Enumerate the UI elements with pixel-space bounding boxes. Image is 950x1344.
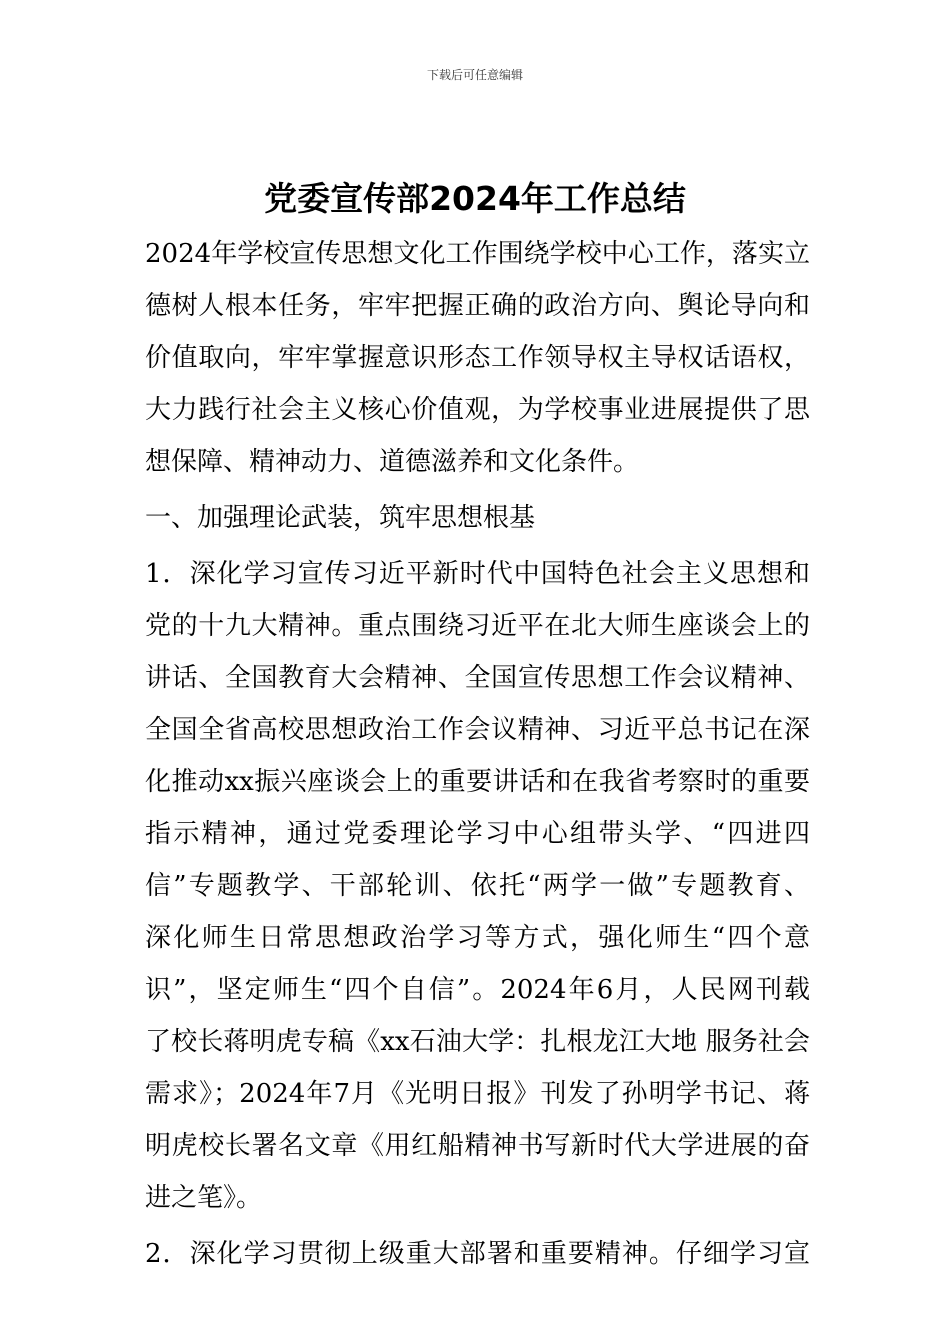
text-line: 了校长蒋明虎专稿《xx石油大学：扎根龙江大地 服务社会 bbox=[145, 1027, 810, 1057]
text-line: 化推动xx振兴座谈会上的重要讲话和在我省考察时的重要 bbox=[145, 767, 810, 797]
text-line: 价值取向，牢牢掌握意识形态工作领导权主导权话语权， bbox=[145, 343, 810, 373]
text-line: 识”，坚定师生“四个自信”。2024年6月，人民网刊载 bbox=[145, 975, 810, 1005]
document-title: 党委宣传部2024年工作总结 bbox=[264, 179, 686, 218]
text-line: 1．深化学习宣传习近平新时代中国特色社会主义思想和 bbox=[145, 559, 810, 589]
paragraph-item-2 bbox=[145, 1228, 810, 1280]
text-line: 党的十九大精神。重点围绕习近平在北大师生座谈会上的 bbox=[145, 611, 810, 641]
section-heading-1 bbox=[145, 492, 810, 544]
text-line: 大力践行社会主义核心价值观，为学校事业进展提供了思 bbox=[145, 395, 810, 425]
text-line: 需求》；2024年7月《光明日报》刊发了孙明学书记、蒋 bbox=[145, 1079, 810, 1109]
text-line: 2024年学校宣传思想文化工作围绕学校中心工作，落实立 bbox=[145, 239, 810, 269]
paragraph-intro bbox=[145, 228, 810, 488]
text-line: 深化师生日常思想政治学习等方式，强化师生“四个意 bbox=[145, 923, 810, 953]
text-line: 想保障、精神动力、道德滋养和文化条件。 bbox=[145, 447, 640, 477]
text-line: 讲话、全国教育大会精神、全国宣传思想工作会议精神、 bbox=[145, 663, 810, 693]
text-line: 德树人根本任务，牢牢把握正确的政治方向、舆论导向和 bbox=[145, 291, 810, 321]
text-line: 指示精神，通过党委理论学习中心组带头学、“四进四 bbox=[145, 819, 810, 849]
text-line: 信”专题教学、干部轮训、依托“两学一做”专题教育、 bbox=[145, 871, 810, 901]
document-body bbox=[145, 228, 810, 1280]
text-line: 一、加强理论武装，筑牢思想根基 bbox=[145, 503, 536, 533]
text-line: 进之笔》。 bbox=[145, 1183, 263, 1213]
paragraph-item-1 bbox=[145, 548, 810, 1224]
text-line: 2．深化学习贯彻上级重大部署和重要精神。仔细学习宣 bbox=[145, 1239, 810, 1269]
text-line: 明虎校长署名文章《用红船精神书写新时代大学进展的奋 bbox=[145, 1131, 810, 1161]
page-header: 下载后可任意编辑 bbox=[426, 68, 523, 82]
text-line: 全国全省高校思想政治工作会议精神、习近平总书记在深 bbox=[145, 715, 810, 745]
